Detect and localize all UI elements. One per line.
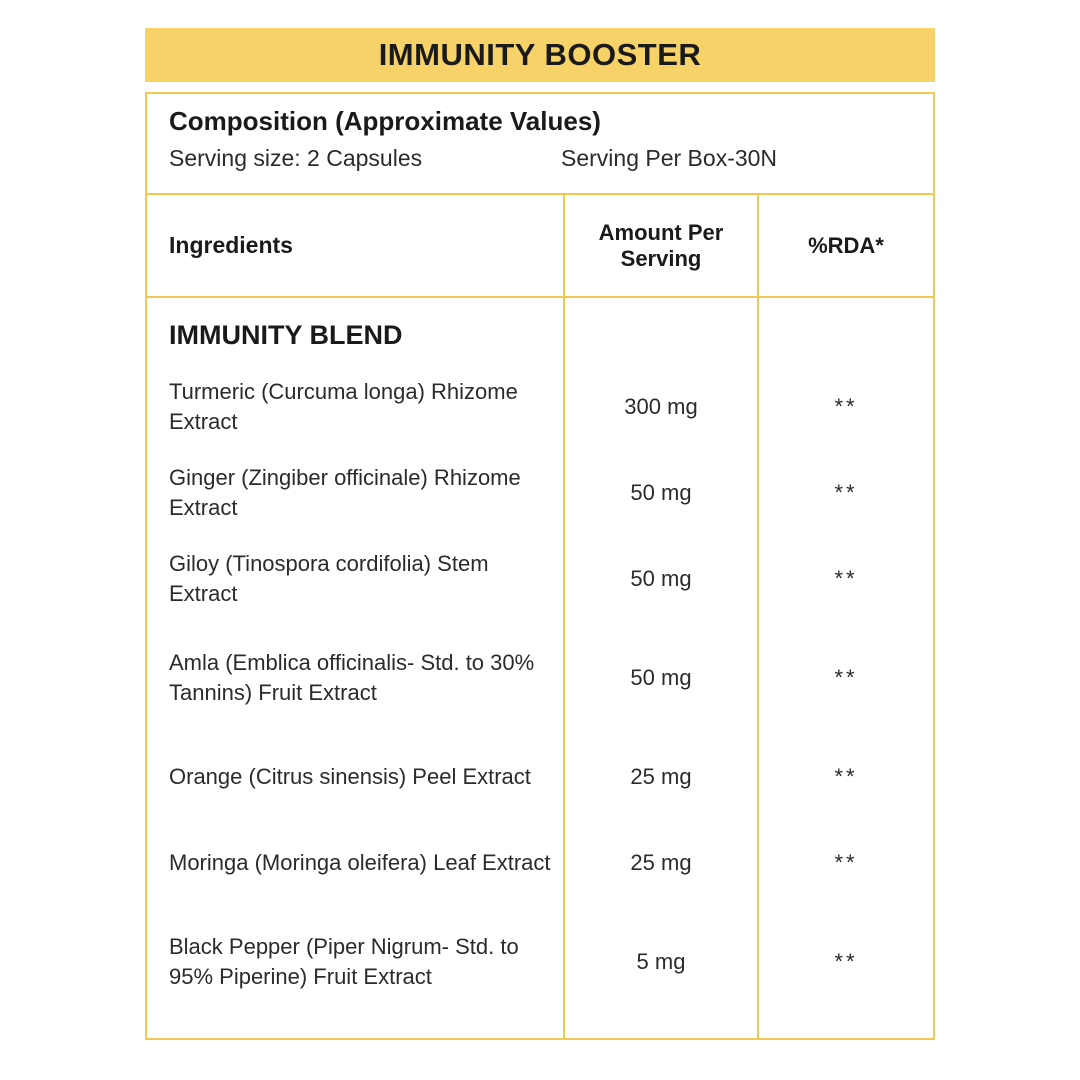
- ingredient-name: Moringa (Moringa oleifera) Leaf Extract: [169, 850, 551, 876]
- rda-value: **: [834, 480, 858, 505]
- header-cell-ingredients: [147, 195, 565, 296]
- table-row: [169, 622, 563, 734]
- rda-value: **: [834, 566, 858, 591]
- ingredient-name: Turmeric (Curcuma longa) Rhizome Extract: [169, 379, 518, 434]
- ingredients-column: [147, 298, 565, 1038]
- amount-value: 50 mg: [630, 480, 692, 505]
- amount-value: 50 mg: [630, 566, 692, 591]
- serving-info-row: [169, 145, 933, 172]
- amount-value: 5 mg: [636, 949, 686, 974]
- rda-column: [759, 298, 933, 1038]
- composition-heading: Composition (Approximate Values): [169, 106, 601, 136]
- rda-value: **: [834, 665, 858, 690]
- header-cell-rda: [759, 195, 933, 296]
- amount-value: 50 mg: [630, 665, 692, 690]
- ingredient-name: Ginger (Zingiber officinale) Rhizome Extract: [169, 465, 521, 520]
- table-row: [169, 536, 563, 622]
- header-label-rda: %RDA*: [808, 232, 884, 258]
- table-row: [169, 364, 563, 450]
- ingredient-name: Amla (Emblica officinalis- Std. to 30% Tannins) Fruit Extract: [169, 650, 535, 705]
- table-row: [169, 820, 563, 906]
- rda-value: **: [834, 949, 858, 974]
- ingredient-name: Orange (Citrus sinensis) Peel Extract: [169, 764, 531, 790]
- product-title-banner: [145, 28, 935, 82]
- amount-value: 25 mg: [630, 850, 692, 875]
- table-row: [169, 734, 563, 820]
- amount-value: 300 mg: [624, 394, 698, 419]
- header-label-ingredients: Ingredients: [169, 232, 293, 259]
- table-row: [169, 450, 563, 536]
- table-header-row: [147, 195, 933, 298]
- rda-value: **: [834, 850, 858, 875]
- ingredient-name: Giloy (Tinospora cordifolia) Stem Extract: [169, 551, 489, 606]
- header-cell-amount: [565, 195, 759, 296]
- table-row: [169, 906, 563, 1018]
- rda-value: **: [834, 764, 858, 789]
- serving-per-box-text: Serving Per Box-30N: [561, 145, 778, 172]
- amount-column: [565, 298, 759, 1038]
- amount-value: 25 mg: [630, 764, 692, 789]
- page-title: IMMUNITY BOOSTER: [378, 37, 702, 72]
- rda-value: **: [834, 394, 858, 419]
- blend-title-spacer: [759, 298, 933, 364]
- blend-title-spacer: [565, 298, 757, 364]
- blend-title: IMMUNITY BLEND: [169, 319, 403, 350]
- composition-table: [145, 92, 935, 1040]
- ingredient-name: Black Pepper (Piper Nigrum- Std. to 95% Piperine) Fruit Extract: [169, 934, 519, 989]
- serving-size-text: Serving size: 2 Capsules: [169, 145, 423, 172]
- table-body: [147, 298, 933, 1038]
- header-label-amount: Amount Per Serving: [598, 220, 724, 271]
- composition-header-block: [147, 94, 933, 195]
